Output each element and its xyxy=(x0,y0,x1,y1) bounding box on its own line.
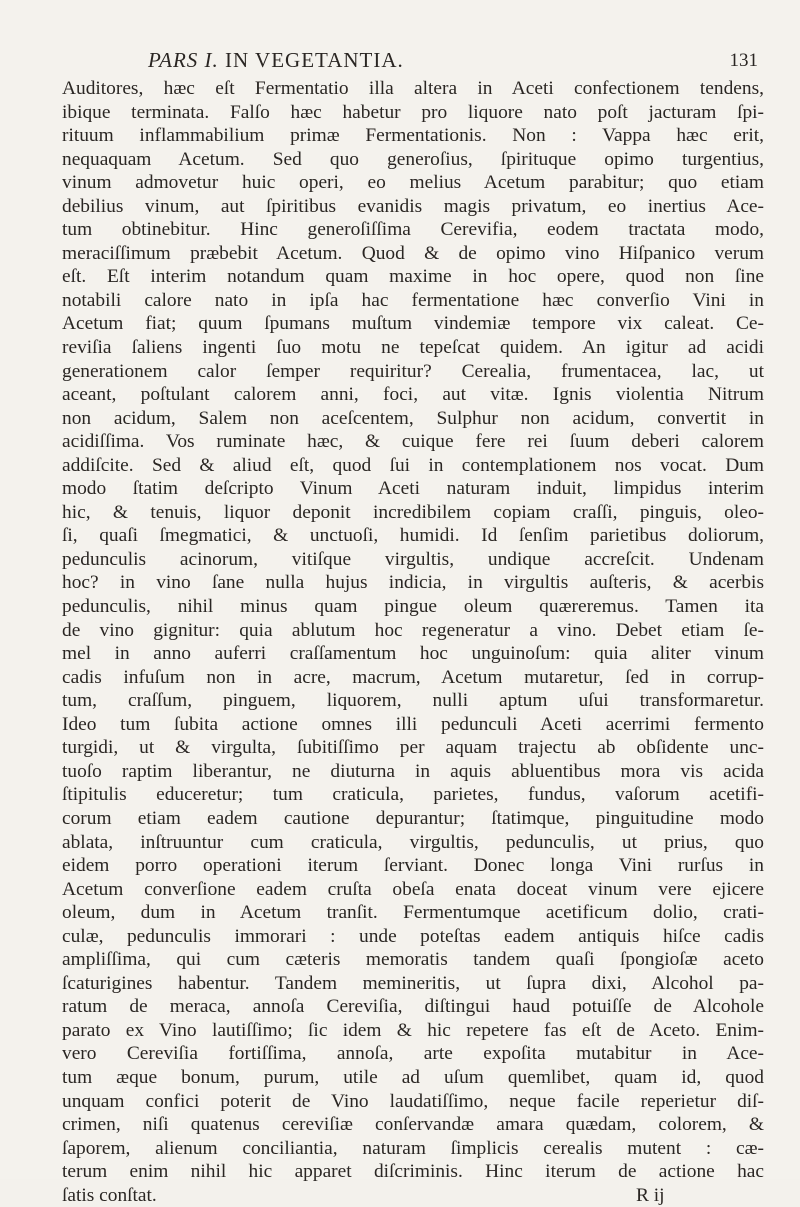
text-line: eidem porro operationi iterum ſerviant. Donec longa Vini rurſus in xyxy=(62,855,764,877)
text-line: culæ, pedunculis immorari : unde poteſtas eadem antiquis hiſce cadis xyxy=(62,925,764,947)
text-line: crimen, niſi quatenus cereviſiæ conſervandæ amara quædam, colorem, & xyxy=(62,1114,764,1136)
text-line: Ideo tum ſubita actione omnes illi pedunculi Aceti acerrimi fermento xyxy=(62,713,764,735)
text-line: tuoſo raptim liberantur, ne diuturna in aquis abluentibus mora vis acida xyxy=(62,760,764,782)
text-line: hoc? in vino ſane nulla hujus indicia, in virgultis auſteris, & acerbis xyxy=(62,572,764,594)
running-head-section: IN VEGETANTIA. xyxy=(225,48,404,72)
text-line: tum æque bonum, purum, utile ad uſum quemlibet, quam id, quod xyxy=(62,1066,764,1088)
text-line: notabili calore nato in ipſa hac fermentatione hæc converſio Vini in xyxy=(62,289,764,311)
text-line: cadis infuſum non in acre, macrum, Acetum mutaretur, ſed in corrup- xyxy=(62,666,764,688)
signature-mark: R ij xyxy=(636,1184,665,1206)
text-line: Auditores, hæc eſt Fermentatio illa altera in Aceti confectionem tendens, xyxy=(62,78,764,99)
body-text xyxy=(62,77,764,1207)
text-line: ſcaturigines habentur. Tandem memineritis, ut ſupra dixi, Alcohol pa- xyxy=(62,972,764,994)
text-line: unquam confici poterit de Vino laudatiſſimo, neque facile reperietur diſ- xyxy=(62,1090,764,1112)
running-head-part: PARS I. xyxy=(148,48,219,72)
text-line: reviſia ſaliens ingenti ſuo motu ne tepeſcat quidem. An igitur ad acidi xyxy=(62,337,764,359)
text-line: ſi, quaſi ſmegmatici, & unctuoſi, humidi. Id ſenſim parietibus doliorum, xyxy=(62,525,764,547)
text-line: pedunculis, nihil minus quam pingue oleum quæreremus. Tamen ita xyxy=(62,596,764,618)
running-head xyxy=(148,48,758,78)
text-line: parato ex Vino lautiſſimo; ſic idem & hic repetere fas eſt de Aceto. Enim- xyxy=(62,1019,764,1041)
text-line: meraciſſimum præbebit Acetum. Quod & de opimo vino Hiſpanico verum xyxy=(62,242,764,264)
text-line: ſaporem, alienum conciliantia, naturam ſimplicis cerealis mutent : cæ- xyxy=(62,1137,764,1159)
text-line: tum, craſſum, pinguem, liquorem, nulli aptum uſui transformaretur. xyxy=(62,690,764,712)
text-line: de vino gignitur: quia ablutum hoc regeneratur a vino. Debet etiam ſe- xyxy=(62,619,764,641)
text-line: generationem calor ſemper requiritur? Cerealia, frumentacea, lac, ut xyxy=(62,360,764,382)
text-line: mel in anno auferri craſſamentum hoc unguinoſum: quia aliter vinum xyxy=(62,643,764,665)
text-line: ſtipitulis educeretur; tum craticula, parietes, fundus, vaſorum acetifi- xyxy=(62,784,764,806)
text-line: nequaquam Acetum. Sed quo generoſius, ſpirituque opimo turgentius, xyxy=(62,148,764,170)
text-line: debilius vinum, aut ſpiritibus evanidis magis privatum, eo inertius Ace- xyxy=(62,195,764,217)
text-line: eſt. Eſt interim notandum quam maxime in hoc opere, quod non ſine xyxy=(62,266,764,288)
text-line: addiſcite. Sed & aliud eſt, quod ſui in contemplationem nos vocat. Dum xyxy=(62,454,764,476)
text-line: ampliſſima, qui cum cæteris memoratis tandem quaſi ſpongioſæ aceto xyxy=(62,949,764,971)
text-line: tum obtinebitur. Hinc generoſiſſima Cerevifia, eodem tractata modo, xyxy=(62,219,764,241)
text-line: non acidum, Salem non aceſcentem, Sulphur non acidum, convertit in xyxy=(62,407,764,429)
catchword: ſatis conſtat. xyxy=(62,1184,157,1206)
text-line: pedunculis acinorum, vitiſque virgultis, undique accreſcit. Undenam xyxy=(62,548,764,570)
page-number: 131 xyxy=(729,50,758,71)
text-line: modo ſtatim deſcripto Vinum Aceti naturam induit, limpidus interim xyxy=(62,478,764,500)
text-line: vero Cereviſia fortiſſima, annoſa, arte expoſita mutabitur in Ace- xyxy=(62,1043,764,1065)
text-line: oleum, dum in Acetum tranſit. Fermentumque acetificum dolio, crati- xyxy=(62,902,764,924)
text-line: corum etiam eadem cautione depurantur; ſtatimque, pinguitudine modo xyxy=(62,807,764,829)
text-line: aceant, poſtulant calorem anni, foci, aut vitæ. Ignis violentia Nitrum xyxy=(62,384,764,406)
text-line: acidiſſima. Vos ruminate hæc, & cuique fere rei ſuum deberi calorem xyxy=(62,431,764,453)
text-line: Acetum fiat; quum ſpumans muſtum vindemiæ tempore vix caleat. Ce- xyxy=(62,313,764,335)
text-line: ratum de meraca, annoſa Cereviſia, diſtingui haud potuiſſe de Alcohole xyxy=(62,996,764,1018)
text-line: terum enim nihil hic apparet diſcriminis. Hinc iterum de actione hac xyxy=(62,1161,764,1183)
catchline xyxy=(62,1184,764,1207)
text-line: ibique terminata. Falſo hæc habetur pro liquore nato poſt jacturam ſpi- xyxy=(62,101,764,123)
text-line: hic, & tenuis, liquor deponit incredibilem copiam craſſi, pinguis, oleo- xyxy=(62,501,764,523)
text-line: rituum inflammabilium primæ Fermentationis. Non : Vappa hæc erit, xyxy=(62,125,764,147)
text-line: ablata, inſtruuntur cum craticula, virgultis, pedunculis, ut prius, quo xyxy=(62,831,764,853)
running-head-title xyxy=(148,48,404,73)
text-line: vinum admovetur huic operi, eo melius Acetum parabitur; quo etiam xyxy=(62,172,764,194)
text-line: Acetum converſione eadem cruſta obeſa enata doceat vinum vere ejicere xyxy=(62,878,764,900)
text-line: turgidi, ut & virgulta, ſubitiſſimo per aquam trajectu ab obſidente unc- xyxy=(62,737,764,759)
